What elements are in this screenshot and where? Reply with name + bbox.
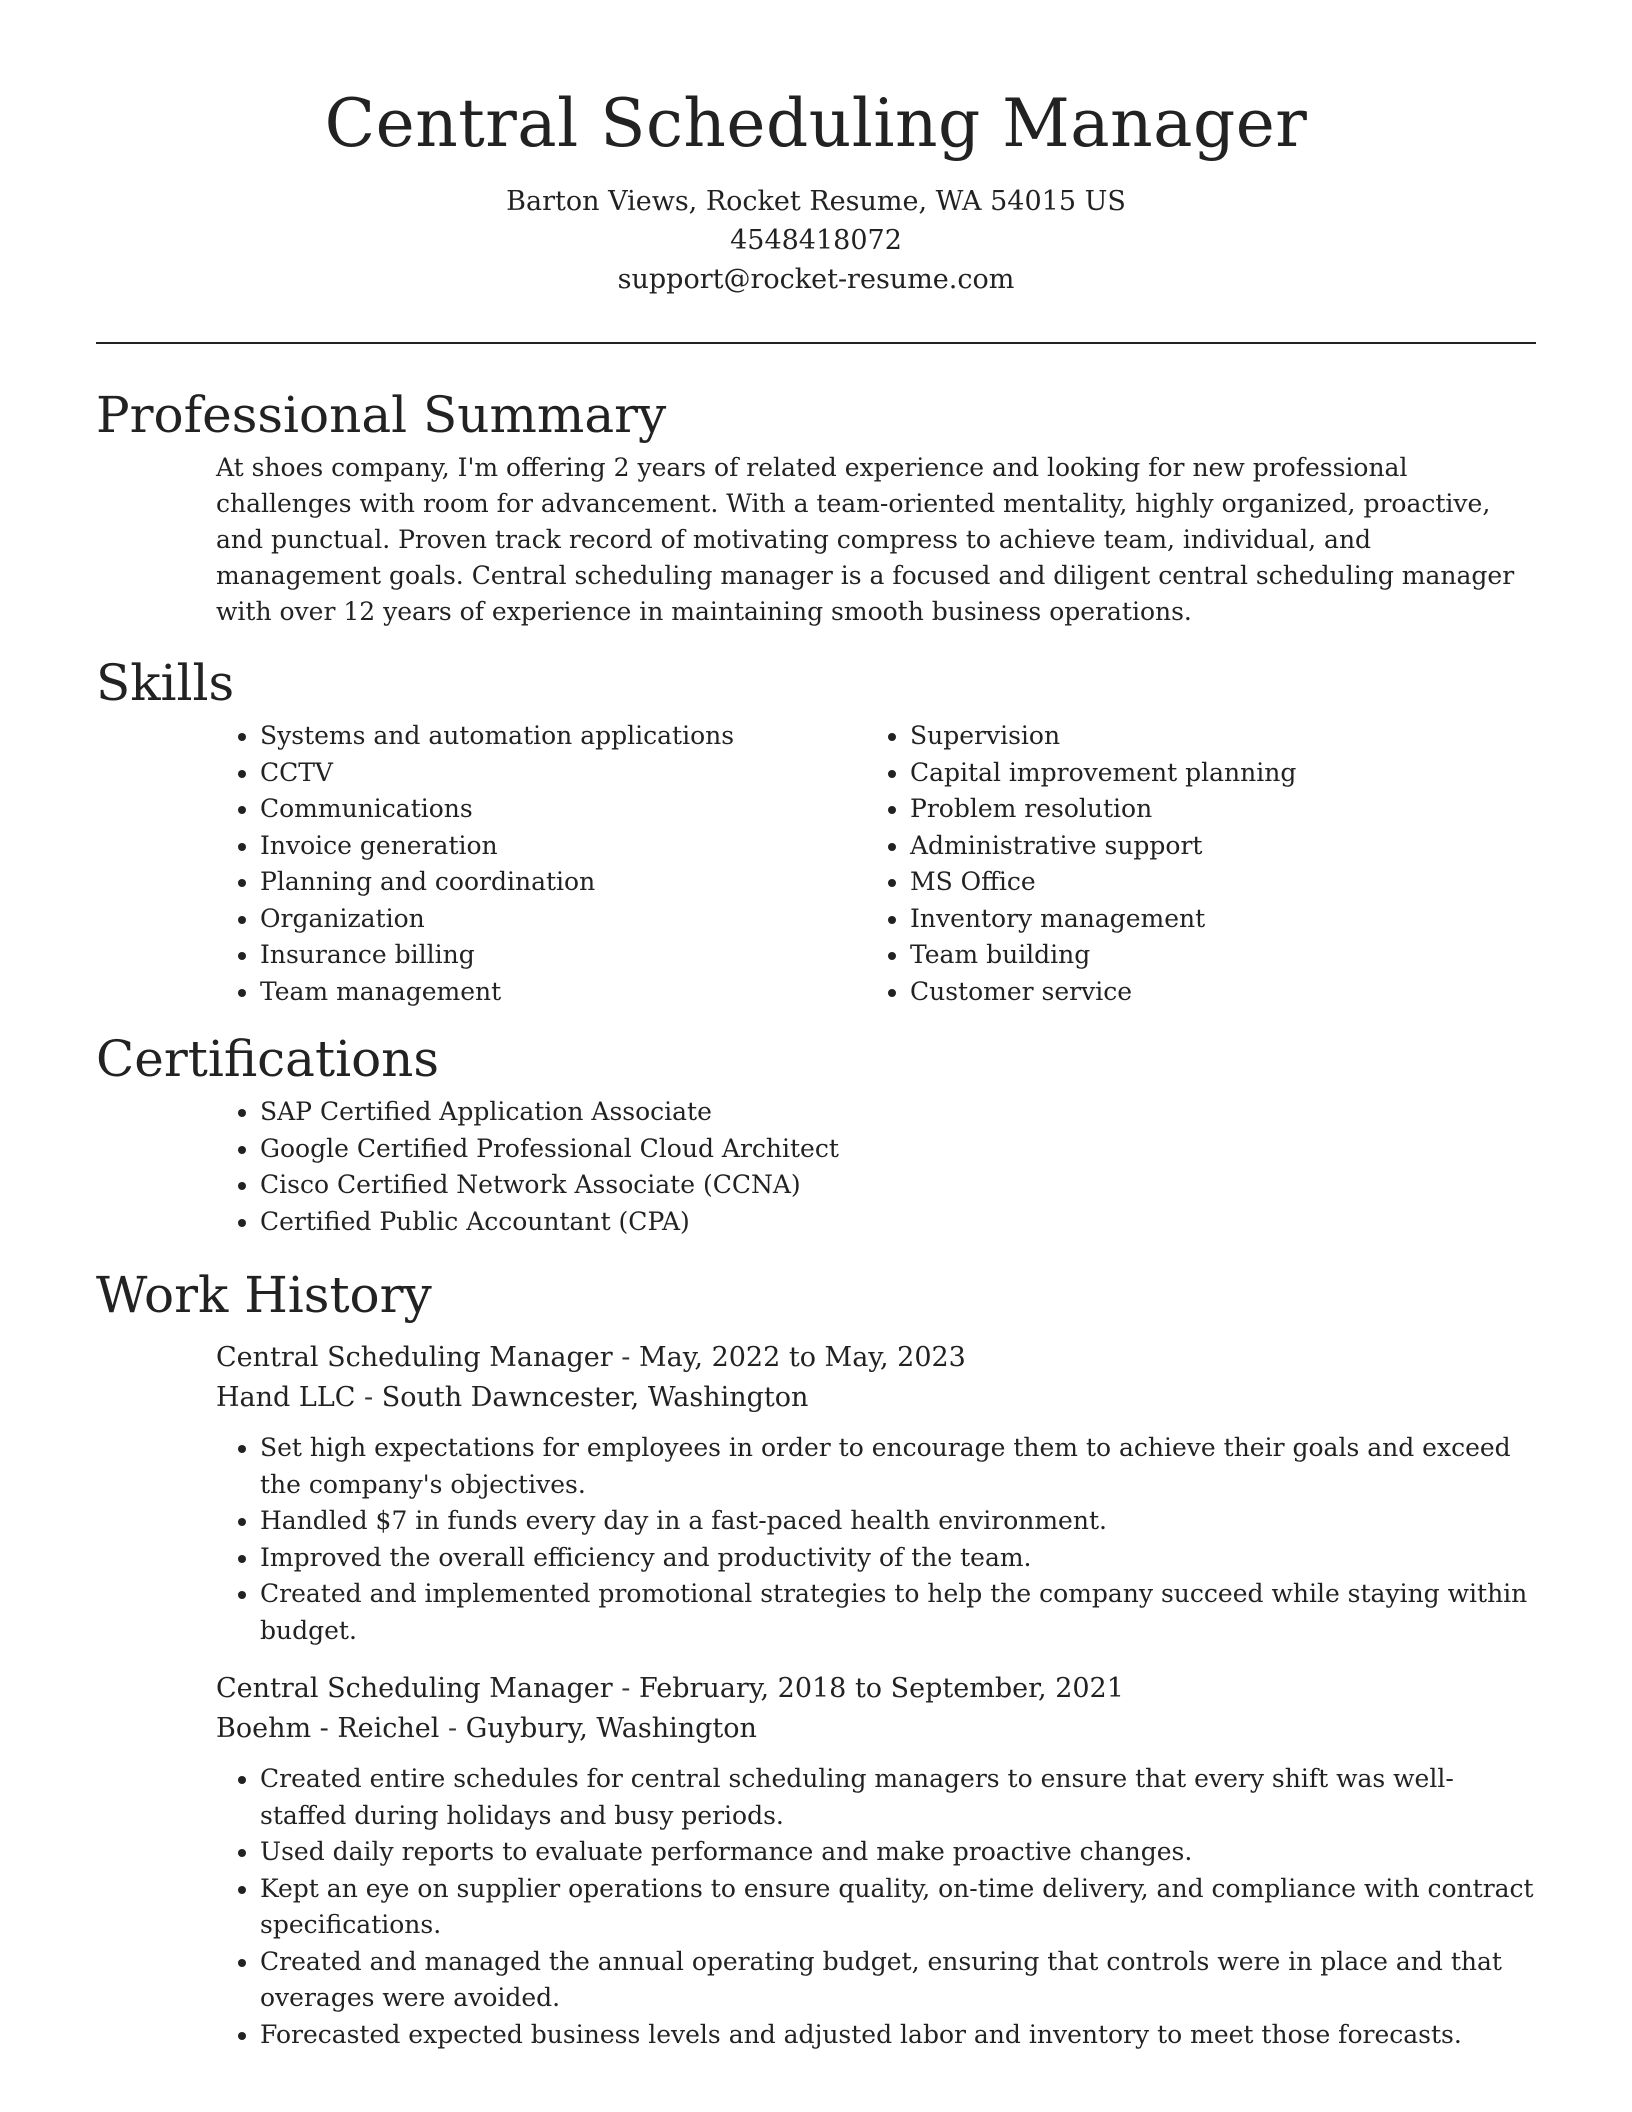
- skill-item: • Team management: [260, 974, 866, 1011]
- job-location: South Dawncester, Washington: [381, 1382, 809, 1413]
- skill-item: • MS Office: [910, 864, 1516, 901]
- job-bullet: • Improved the overall efficiency and productivity of the team.: [260, 1540, 1536, 1577]
- job-company-line: Boehm - Reichel - Guybury, Washington: [216, 1713, 757, 1744]
- summary-heading: Professional Summary: [96, 386, 667, 444]
- skills-columns: [216, 718, 1536, 1010]
- job-location: Guybury, Washington: [465, 1713, 757, 1744]
- job-bullet: • Kept an eye on supplier operations to ensure quality, on-time delivery, and compliance with contract specifications.: [260, 1871, 1536, 1944]
- certifications-heading: Certifications: [96, 1030, 440, 1088]
- summary-text: At shoes company, I'm offering 2 years of related experience and looking for new professional challenges with room for advancement. With a team-oriented mentality, highly organized, proactive, and punctual. Proven track record of motivating compress to achieve team, individual, and management goals. Central scheduling manager is a focused and diligent central scheduling manager with over 12 years of experience in maintaining smooth business operations.: [216, 453, 1515, 626]
- candidate-name: Central Scheduling Manager: [324, 85, 1308, 162]
- skill-item: • Systems and automation applications: [260, 718, 866, 755]
- skill-item: • Team building: [910, 937, 1516, 974]
- job-responsibilities: [216, 1761, 1536, 2053]
- job-company: Boehm - Reichel: [216, 1713, 440, 1744]
- skill-item: • Supervision: [910, 718, 1516, 755]
- contact-email: support@rocket-resume.com: [617, 264, 1015, 295]
- skill-item: • Capital improvement planning: [910, 755, 1516, 792]
- job-bullet: • Created and implemented promotional strategies to help the company succeed while staying within budget.: [260, 1576, 1536, 1649]
- skill-item: • Administrative support: [910, 828, 1516, 865]
- skill-item: • CCTV: [260, 755, 866, 792]
- certification-item: • Certified Public Accountant (CPA): [260, 1204, 1536, 1241]
- skills-left-column: [216, 718, 866, 1010]
- skill-item: • Invoice generation: [260, 828, 866, 865]
- job-title-line: Central Scheduling Manager - May, 2022 to May, 2023: [216, 1342, 966, 1373]
- certification-item: • Cisco Certified Network Associate (CCNA): [260, 1167, 1536, 1204]
- certification-item: • Google Certified Professional Cloud Architect: [260, 1131, 1536, 1168]
- job-position: Central Scheduling Manager: [216, 1673, 613, 1704]
- skill-item: • Inventory management: [910, 901, 1516, 938]
- work-history-heading: Work History: [96, 1266, 432, 1324]
- job-title-line: Central Scheduling Manager - February, 2018 to September, 2021: [216, 1673, 1124, 1704]
- job-company: Hand LLC: [216, 1382, 356, 1413]
- contact-address: Barton Views, Rocket Resume, WA 54015 US: [506, 186, 1126, 217]
- contact-block: [96, 182, 1536, 299]
- contact-phone: 4548418072: [730, 225, 902, 256]
- job-company-line: Hand LLC - South Dawncester, Washington: [216, 1382, 809, 1413]
- job-responsibilities: [216, 1430, 1536, 1649]
- job-bullet: • Set high expectations for employees in order to encourage them to achieve their goals and exceed the company's objectives.: [260, 1430, 1536, 1503]
- skill-item: • Problem resolution: [910, 791, 1516, 828]
- job-entry: [216, 1669, 1536, 2053]
- job-bullet: • Forecasted expected business levels and adjusted labor and inventory to meet those forecasts.: [260, 2017, 1536, 2054]
- job-position: Central Scheduling Manager: [216, 1342, 613, 1373]
- certification-item: • SAP Certified Application Associate: [260, 1094, 1536, 1131]
- skill-item: • Organization: [260, 901, 866, 938]
- job-dates: May, 2022 to May, 2023: [639, 1342, 966, 1373]
- skill-item: • Planning and coordination: [260, 864, 866, 901]
- job-bullet: • Handled $7 in funds every day in a fast-paced health environment.: [260, 1503, 1536, 1540]
- skill-item: • Communications: [260, 791, 866, 828]
- certifications-list: [216, 1094, 1536, 1240]
- header-divider: [96, 342, 1536, 344]
- resume-header: [96, 84, 1536, 299]
- skill-item: • Customer service: [910, 974, 1516, 1011]
- job-dates: February, 2018 to September, 2021: [639, 1673, 1124, 1704]
- job-bullet: • Created and managed the annual operating budget, ensuring that controls were in place and that overages were avoided.: [260, 1944, 1536, 2017]
- skill-item: • Insurance billing: [260, 937, 866, 974]
- skills-heading: Skills: [96, 654, 235, 712]
- job-bullet: • Created entire schedules for central scheduling managers to ensure that every shift was well-staffed during holidays and busy periods.: [260, 1761, 1536, 1834]
- job-bullet: • Used daily reports to evaluate performance and make proactive changes.: [260, 1834, 1536, 1871]
- resume-body: [96, 380, 1536, 2073]
- skills-right-column: [866, 718, 1516, 1010]
- job-entry: [216, 1338, 1536, 1649]
